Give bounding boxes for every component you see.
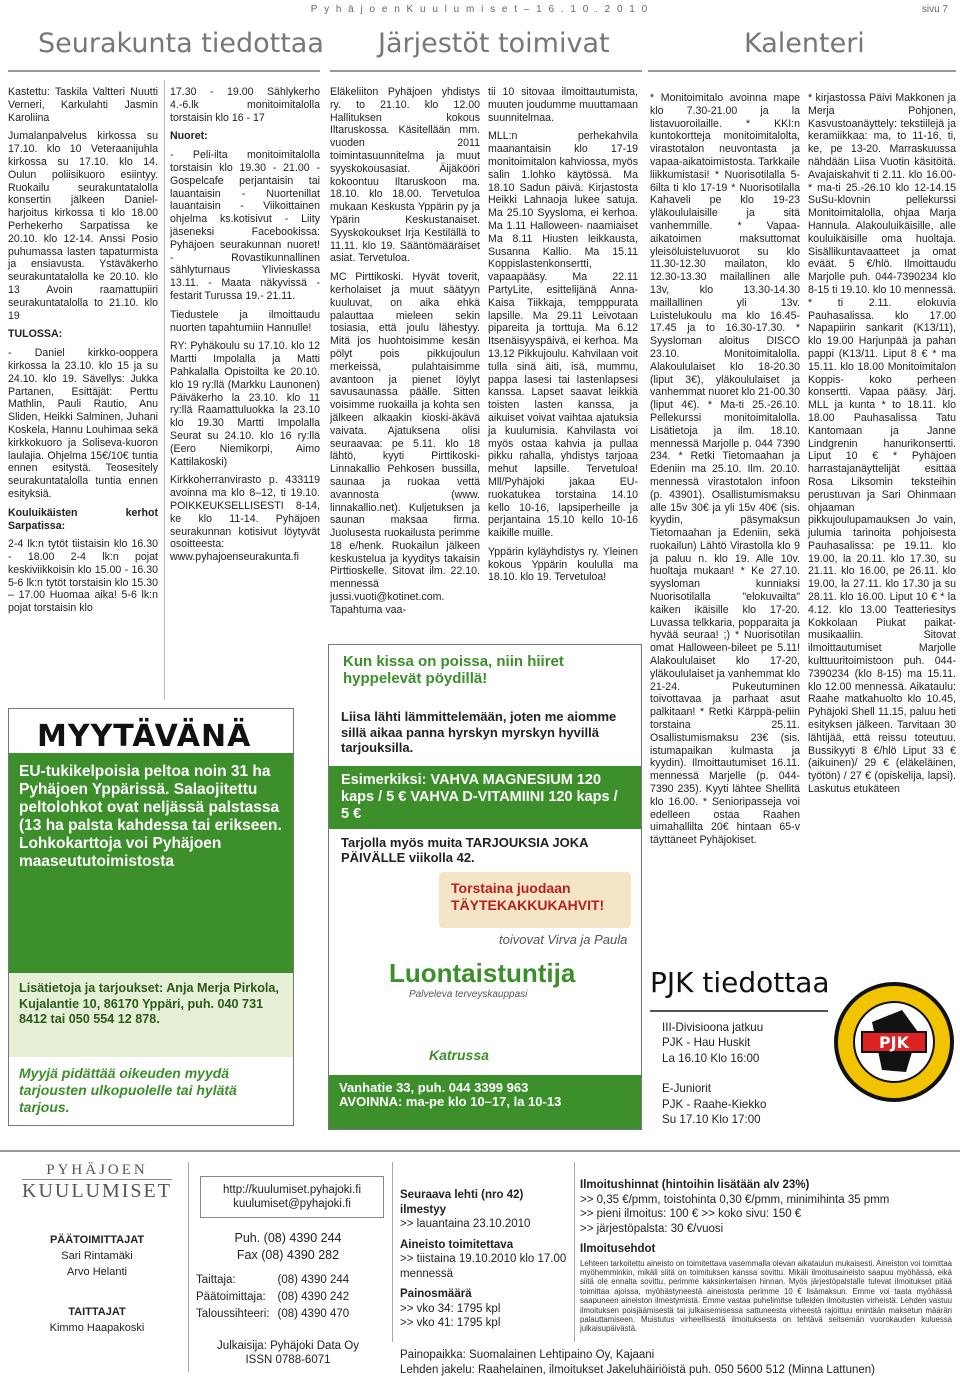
phone-fax [192,1230,384,1264]
next-issue-heading: Seuraava lehti (nro 42) ilmestyy [400,1189,524,1216]
mc-pirttikoski-text: MC Pirttikoski. Hyvät toverit, kerholaiset ja muut säätyyn kuuluvat, on aika ehkä palauttaa mieleen sekin tosiasia, että joulu lähestyy. Mitä jos huohtoisimme kesän pölyt pois pikkujoulun merkeissä, pulahtaisimme avantoon ja pienet löylyt savusaunassa päälle. Sitten voisimme ruokailla ja kohta sen jälkeen alkaakin kioski-äkävä vaivata. Ajatuksena olisi seuraavaa: pe 5.11. klo 18 lähtö, kyyti Pirttikoski-Linnakallio Pehkosen bussilla, saunaa ja ruokaa vettä avannosta (www. linnakallio.net). Kuljetuksen ja saunan maksaa firma. Juolusesta ruokailusta perimme 18 e/henk. Ruokailun jälkeen keskustelua ja kyyditys takaisin Pirttioskelle. Sitovat ilm. 22.10. mennessä jussi.vuoti@kotinet.com. Tapahtuma vaa- [330,271,480,616]
price-line: >> 0,35 €/pmm, toistohinta 0,30 €/pmm, minimihinta 35 pmm [580,1193,890,1206]
column-divider [164,80,165,700]
rules-text: Lehteen tarkoitettu aineisto on toimitettava vasemmalla olevan aikataulun mukaisesti. Aineiston voi toimittaa myöhemminkin, mikäli siitä on toimituksen kanssa sovittu. Mikäli ilmoitusaineisto saapuu myöhässä, eikä siitä ole ennalta sovittu, perimme kaksinkertaisen hinnan. Myös järjestöpalstalle tulevat ilmoitukset pitää toimittaa ajoissa, myöhästyneestä aineistosta perimme 10 € lisämaksun. Emme voi taata myöhässä saapuneen aineiston ilmestymistä. Emme vastaa puhelimitse tulleiden ilmoitusten virheistä. Lehden vastuu ilmoituksen poisjäämisestä tai julkaisemisessa sattuneesta virheestä rajoittuu enintään maksetun määrän palauttamiseen. Muistutus virheellisestä ilmoituksesta on tehtävä seitsemän vuorokauden kuluessa julkaisupäivästä. [580,1258,952,1334]
ad-offers: Esimerkiksi: VAHVA MAGNESIUM 120 kaps / 5 € VAHVA D-VITAMIINI 120 kaps / 5 € [329,766,641,829]
shop-name: Katrussa [429,1047,489,1063]
pjk-line: E-Juniorit [662,1082,711,1096]
column-jarjestot-2 [488,86,638,590]
ad-daily-offers: Tarjolla myös muita TARJOUKSIA JOKA PÄIVÄLLE viikolla 42. [341,834,589,865]
printing-info [400,1348,960,1377]
circulation-heading: Painosmäärä [400,1288,472,1300]
contact-phone: (08) 4390 244 [277,1274,350,1286]
column-jarjestot-1 [330,86,480,623]
deadline-date: >> tiistaina 19.10.2010 klo 17.00 mennessä [400,1253,567,1280]
contact-role: Taloussihteeri: [196,1308,270,1320]
pjk-schedule [662,1020,766,1127]
clubs-heading: Kouluikäisten kerhot Sarpatissa: [8,506,158,532]
circulation-1: >> vko 34: 1795 kpl [400,1302,501,1315]
website-link[interactable]: http://kuulumiset.pyhajoki.fi [222,1184,362,1196]
upcoming-heading: TULOSSA: [8,328,63,341]
luontaistuntija-ad [328,644,642,1130]
pjk-title: PJK tiedottaa [650,966,830,999]
ad-intro: Liisa lähti lämmittelemään, joten me aiomme sillä aikaa panna hyrskyn myrskyn hyvillä tarjouksilla. [341,709,617,755]
ad-cake-notice: Torstaina juodaan TÄYTEKAKKUKAHVIT! [439,872,631,928]
ad-headline: Kun kissa on poissa, niin hiiret hyppelevät pöydillä! [343,653,564,687]
table-row [192,1272,353,1289]
sahly-text: 17.30 - 19.00 Sählykerho 4.-6.lk monitoimitalolla torstaisin klo 16 - 17 [170,86,320,124]
ad-address: Vanhatie 33, puh. 044 3399 963 [339,1080,529,1095]
youth-heading: Nuoret: [170,130,208,143]
kylayhdistys-text: Yppärin kyläyhdistys ry. Yleinen kokous Yppärin koululla ma 18.10. klo 19. Tervetuloa! [488,545,638,584]
kuulumiset-logo [12,1162,182,1203]
publisher: Julkaisija: Pyhäjoki Data Oy [217,1340,359,1352]
page-number: sivu 7 [921,4,948,15]
ad-prices-box [580,1178,952,1334]
pjk-line: La 16.10 Klo 16:00 [662,1051,760,1065]
distribution: Lehden jakelu: Raahelainen, ilmoitukset Jakeluhäiriöistä puh. 050 5600 512 (Minna Lattunen) [400,1363,876,1376]
price-line: >> pieni ilmoitus: 100 € >> koko sivu: 150 € [580,1208,802,1220]
contact-phone: (08) 4390 242 [277,1291,350,1303]
editor-name: Sari Rintamäki [61,1250,133,1262]
column-seurakunta-2 [170,86,320,570]
section-rule-1 [8,70,320,72]
pjk-spacer [662,1066,766,1081]
pjk-line: Su 17.10 Klo 17:00 [662,1113,761,1127]
section-rule-3 [648,70,956,72]
mc-cont-text: tii 10 sitovaa ilmoittautumista, muuten joudumme muuttamaan suunnitelmaa. [488,86,638,124]
editor-name: Arvo Helanti [67,1266,127,1278]
schedule-box [400,1182,570,1331]
rules-heading: Ilmoitusehdot [580,1243,656,1255]
price-line: >> järjestöpalsta: 30 €/vuosi [580,1222,724,1235]
logo-top: PYHÄJOEN [46,1162,148,1178]
ad-field-description: EU-tukikelpoisia peltoa noin 31 ha Pyhäjoen Yppärissä. Salaojitettu peltolohkot ovat neljässä palstassa (13 ha palsta kahdessa tai erikseen. Lohkokarttoja voi Pyhäjoen maaseututoimistosta [9,753,293,973]
ad-footer [329,1075,641,1129]
contacts-table [192,1272,353,1323]
layout-name: Kimmo Haapakoski [49,1322,145,1334]
contact-box [192,1176,384,1367]
upcoming-text: - Daniel kirkko-ooppera kirkossa la 23.10. klo 15 ja su 24.10. klo 19. Sävellys: Jukka Partanen, Esittäjät: Perttu Mathlin, Pauli Rautio, Anu Sliden, Heikki Salminen, Juhani Koskela, Hannu Louhimaa sekä kirkkokuoro ja Soliseva-kuoron laulajia. Ohjelma 15€/10€ tuntia ennen esitystä. Teosesitely seurakuntatalolla tuntia ennen esityksiä. [8,347,158,500]
ad-opening-hours: AVOINNA: ma-pe klo 10–17, la 10-13 [339,1094,562,1109]
editors-box [12,1222,182,1336]
baptized-text: Kastettu: Taskila Valtteri Nuutti Verneri, Karkulahti Jasmin Karoliina [8,86,158,124]
column-kalenteri-2 [808,92,956,802]
publisher-info [192,1339,384,1367]
fax-number: Fax (08) 4390 282 [236,1248,340,1262]
elakeliitto-text: Eläkeliiton Pyhäjoen yhdistys ry. to 21.10. klo 12.00 Hallituksen kokous Iltaruskossa. Käsitellään mm. vuoden 2011 toimintasuunnitelma ja muut syyskokousasiat. Äijäkööri kokoontuu Iltaruskoon ma. 18.10. klo 18.00. Tervetuloa mukaan Keskusta Yppärin py ja Ypärin Keskustanaiset. Syyskokoukset Irja Kestilällä to 11.11. klo 19. Sääntömääräiset asiat. Tervetuloa. [330,86,480,265]
footer-divider [392,1162,393,1342]
calendar-text-1: * Monitoimitalo avoinna mape klo 7.30-21.00 ja la listavuoroilaille. * KKI:n kuntokortteja monitoimitalolta, virastotalon neuvontasta ja vapaa-aikatoimistosta. Tarkkaile liikkumistasi! * Nuorisotilalla 5-6ilta ti klo 17-19 * Nuorisotilalla Kahaveli pe klo 19-23 yläkoululaisille ja sitä vanhemmille. * Vapaa-aikatoimen maksuttomat yleisöluisteluvuorot su klo 11.30-12.30 mailaton, klo 12.30-13.30 mailallinen alle 13v, klo 13.30-14.30 maillallinen yli 13v. Luistelukoulu ma klo 16.45-17.45 ja to 16.30-17.30. * Syysloman aloitus DISCO 23.10. Monitoimitalolla. Alakoululaiset klo 18-20.30 (liput 3€), yläkoululaiset ja vanhemmat nuoret klo 21-00.30 (liput 4€). * Ma-ti 25.-26.10. Pellekurssi monitoimitalolla. Lisätietoja ja ilm. 18.10. mennessä Marjolle p. 044 7390 234. * Retki Tietomaahan ja Edeniin ma 25.10. Ilm. 20.10. mennessä virastotalon infoon (p. 43901). Osallistumismaksu alle 15v 30€ ja yli 15v 40€ (sis. kyydin, päsymaksun Tietomaahan ja Edeniin, sekä ruokailun) Lähtö Virastolla klo 9 ja paluu n. klo 19. Alle 10v. huoltaja mukaan! * Ke 27.10. syysloman kunniaksi Nuorisotilalla "elokuvailta" kaiken ikäisille klo 17-20. Luvassa telkkaria, popparaita ja hyvää seuraa! ;) * Nuorisotilan omat Halloween-bileet pe 5.11! Alakoululaiset klo 17-20, yläkoululaiset ja vanhemmat klo 21-24. Pukeutuminen toivottavaa ja parhaat asut palkitaan! * Retki Kärppä-peliin torstaina 25.11. Osallistumismaksu 23€ (sis. istumapaikan kulmasta ja kyydin). Ilmoittautumiset 16.11. mennessä Marjelle (p. 044-7390 235). Kyyti lähtee Shellitä klo 16.00. * Senioripasseja voi edelleen ostaa Raahen uimahallilta 20€ hintaan 65-v täyttäneet Pyhäjokiset. [650,92,800,847]
services-text: Jumalanpalvelus kirkossa su 17.10. klo 10 Veteraanijuhla kirkossa su 17.10. klo 14. Oulun poliisikuoro esiintyy. Ruokailu seurakuntatalolla konsertin jälkeen Daniel-harjoitus kirkossa ti klo 18.00 Perhekerho Sarpatissa ke 20.10. klo 12-14. Anssi Posio puhumassa lasten tapaturmista ja ensiavusta. Ystäväkerho seurakuntatalolla ke 20.10. klo 13 Avoin raamattupiiri seurakuntatalolla to 21.10. klo 19 [8,130,158,322]
layout-heading: TAITTAJAT [68,1306,126,1318]
ad-contact-info: Lisätietoja ja tarjoukset: Anja Merja Pirkola, Kujalantie 10, 86170 Yppäri, puh. 040 731 8412 tai 050 554 12 878. [9,973,293,1057]
contact-role: Päätoimittaja: [196,1291,266,1303]
mll-text: MLL:n perhekahvila maanantaisin klo 17-19 monitoimitalon kahviossa, myös salin 1.lohko käytössä. Ma 18.10 Sadun päivä. Kirjastosta Heikki Lahnaoja lukee satuja. Ma 25.10 Syysloma, ei kerhoa. Ma 1.11 Halloween- naamiaiset Ma 8.11 Hiusten leikkausta, Susanna Kallio. Ma 15.11 Koppislastenkonsertti, vapaapääsy. Ma 22.11 PartyLite, esittelijänä Anna- Kaisa Tiikkaja, tempppurata lapsille. Ma 29.11 Leivotaan pipareita ja torttuja. Ma 6.12 Itsenäisyyspäivä, ei kerhoa. Ma 13.12 Pikkujoulu. Kahvilaan voit tulla sinä äiti, isä, mummu, pappa lasesi tai lastenlapsesi kanssa. Lapset saavat leikkiä toisten lasten kanssa, ja aikuiset voivat vaihtaa ajatuksia ja kuulumisia. Kahvilasta voi myös ostaa kahvia ja pullaa pikku rahalla, yhdistys tarjoaa mehut lapsille. Tervetuloa! Mll/Pyhäjoki jakaa EU-ruokatukea torstaina 14.10 kello 10-16, lapsiperheille ja perjantaina 15.10 kello 10-16 kaikille muille. [488,130,638,540]
joki-kiekko-logo [832,962,956,1122]
ad-disclaimer: Myyjä pidättää oikeuden myydä tarjousten ulkopuolelle tai hylätä tarjous. [19,1065,237,1115]
logo-subtitle: Palveleva terveyskauppasi [409,988,528,1000]
issue-title: P y h ä j o e n K u u l u m i s e t – 1 6 . 1 0 . 2 0 1 0 [310,4,650,15]
contact-phone: (08) 4390 470 [277,1308,350,1320]
next-issue-date: >> lauantaina 23.10.2010 [400,1218,531,1230]
youth-text: - Peli-ilta monitoimitalolla torstaisin klo 19.30 - 21.00 - Gospelcafe perjantaisin tai lauantaisin - Nuortenillat lauantaisin - Viikoittainen ohjelma ks.kotisivut - Liity jäseneksi Facebookissa: Pyhäjoen seurakunnan nuoret! - Rovastikunnallinen sählyturnaus Ylivieskassa 13.11. - Maata näkyvissä -festarit Turussa 19.- 21.11. [170,149,320,302]
clubs-text: 2-4 lk:n tytöt tiistaisin klo 16.30 - 18.00 2-4 lk:n pojat keskiviikkoisin klo 15.00 - 16.30 5-6 lk:n tytöt torstaisin klo 15.30 – 17.00 Huomaa aika! 5-6 lk:n pojat torstaisin klo [8,538,158,615]
pjk-line: PJK - Raahe-Kiekko [662,1097,767,1111]
email-link[interactable]: kuulumiset@pyhajoki.fi [233,1198,351,1210]
youth-contact-text: Tiedustele ja ilmoittaudu nuorten tapahtumiin Hannulle! [170,308,320,334]
column-kalenteri-1 [650,92,800,853]
pjk-line: PJK - Hau Huskit [662,1036,751,1050]
logo-bottom: KUULUMISET [22,1180,172,1202]
section-rule-2 [330,70,642,72]
footer-divider [574,1162,575,1342]
editors-heading: PÄÄTOIMITTAJAT [49,1234,145,1246]
column-seurakunta-1 [8,86,158,621]
section-heading-jarjestot: Järjestöt toimivat [378,28,610,59]
masthead-footer [0,1150,960,1382]
ad-signature: toivovat Virva ja Paula [499,931,628,947]
office-text: Kirkkoherranvirasto p. 433119 avoinna ma klo 8–12, ti 19.10. POIKKEUKSELLISESTI 8-14, ke klo 11-14. Pyhäjoen seurakunnan kotisivut löytyvät osoitteesta: www.pyhajoenseurakunta.fi [170,474,320,564]
luontaistuntija-logo [329,952,641,1008]
table-row [192,1306,353,1323]
ry-text: RY: Pyhäkoulu su 17.10. klo 12 Martti Impolalla ja Matti Pahkalalla Opistoilta ke 20.10. klo 19 ry:llä (Markku Launonen) Päiväkerho la 23.10. klo 11 ry:llä Raamattuluokka la 23.10 klo 19.30 Martti Impolalla Seurat su 24.10. klo 16 ry:llä (Eero Niemikorpi, Aimo Kattilakoski) [170,340,320,468]
pjk-rule [650,1010,828,1012]
phone-number: Puh. (08) 4390 244 [234,1231,342,1245]
footer-divider [188,1162,189,1372]
section-heading-seurakunta: Seurakunta tiedottaa [38,28,324,59]
deadline-heading: Aineisto toimitettava [400,1238,514,1251]
section-heading-kalenteri: Kalenteri [744,28,865,59]
prices-heading: Ilmoitushinnat (hintoihin lisätään alv 23%) [580,1179,810,1191]
table-row [192,1289,353,1306]
web-contacts [200,1176,384,1218]
issn: ISSN 0788-6071 [245,1354,331,1366]
contact-role: Taittaja: [196,1274,236,1286]
page-header-bar [0,0,960,18]
logo-letters: PJK [878,1033,910,1052]
circulation-2: >> vko 41: 1795 kpl [400,1317,501,1329]
print-place: Painopaikka: Suomalainen Lehtipaino Oy, Kajaani [400,1349,655,1361]
myytavana-ad [8,708,294,1126]
calendar-text-2: * kirjastossa Päivi Makkonen ja Merja Pohjonen, Kasvustoanäyttely: tekstiilejä ja keramiikkaa: ma, to 11-16, ti, ke, pe 13-20. Marraskuussa nähdään Liisa Vuotin käsitöitä. Avajaiskahvit ti 2.11. klo 16.00- * ma-ti 25.-26.10 klo 12-14.15 SuSu-klovnin pellekurssi Monitoimitalolla, ohjaa Marja Hannula. Alakouluikäisille, alle kouluikäisille oma huoltaja. Sisällikuntavaatteet ja omat eväät. 5 €/hlö. Ilmoittaudu Marjolle puh. 044-7390234 klo 8-15 ti 19.10. klo 10 mennessä. * ti 2.11. elokuvia Pauhasalissa. klo 17.00 Napapiirin sankarit (K13/11), klo 19.00 Harjunpää ja pahan pappi (K13/11. Liput 8 € * ma 15.11. klo 18.00 Monitoimitalon Koppis- koko perheen konsertti. Vapaa pääsy. Järj. MLL ja kunta * to 18.11. klo 18.00 Pauhasalissa Tatu Kantomaan ja Janne Lindgrenin hanurikonsertti. Liput 10 € * Pyhäjoen harrastajanäyttelijät esittää Rosa Liksomin teksteihin perustuvan ja Sari Ohinmaan ohjaaman pikkujoulupamauksen Jo vain, julumia tarinoita pohjoisesta Pauhasalissa: pe 19.11. klo 19.00, la 20.11. klo 17.30, su 21.11. klo 16.00, pe 26.11. klo 19.00, la 27.11. klo 17.30 ja su 28.11. klo 16.00. Liput 10 € * la 4.12. klo 13.00 Teatteriesitys Kokkolaan Piukat paikat-musikaaliin. Sitovat ilmoittautumiset Marjolle kulttuuritoimistoon puh. 044-7390234 (klo 8-15) ma 15.11. klo 12.00 mennessä. Aikataulu: Raahe matkahuolto klo 10.45, Pyhäjoki Shell 11.15, paluu heti esityksen jälkeen. Tarvitaan 30 lähtijää, että reissu toteutuu. Bussikyyti 8 €/hlö Liput 33 € (aikuinen)/ 29 € (eläkeläinen, työtön) / 27 € (opiskelija, lapsi). Laskutus etukäteen [808,92,956,796]
logo-text: Luontaistuntija [389,957,576,988]
ad-title: MYYTÄVÄNÄ [37,719,252,754]
pjk-line: III-Divisioona jatkuu [662,1021,764,1034]
